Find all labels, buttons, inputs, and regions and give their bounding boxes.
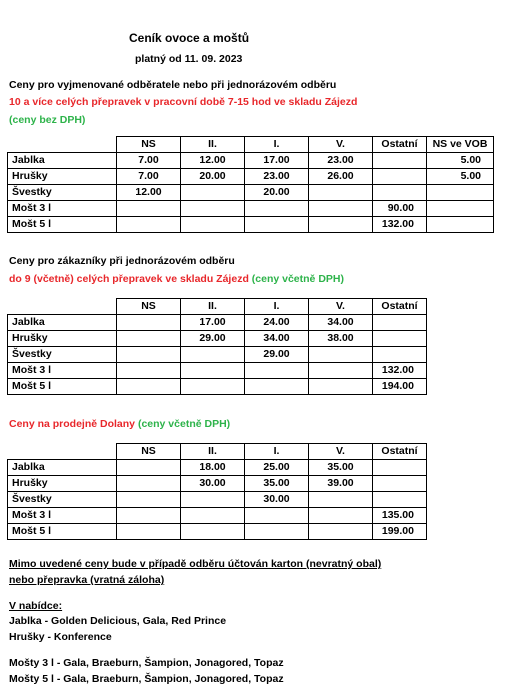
row-label: Mošt 5 l: [8, 217, 117, 233]
price-cell: [309, 201, 373, 217]
price-cell: [117, 508, 181, 524]
row-label: Jablka: [8, 460, 117, 476]
section3-store-text: Ceny na prodejně Dolany: [9, 418, 136, 430]
price-cell: 199.00: [373, 524, 427, 540]
price-table-retail-warehouse: [7, 298, 427, 395]
table-row: [8, 153, 494, 169]
price-cell: [373, 492, 427, 508]
row-label: Mošt 3 l: [8, 363, 117, 379]
table-row: [8, 185, 494, 201]
price-cell: [373, 347, 427, 363]
column-header: NS: [117, 444, 181, 460]
price-cell: 12.00: [117, 185, 181, 201]
column-header: NS ve VOB: [427, 137, 494, 153]
price-cell: [245, 524, 309, 540]
section2-condition-text: do 9 (včetně) celých přepravek ve skladu Zájezd: [9, 273, 249, 285]
price-cell: [309, 524, 373, 540]
column-header: V.: [309, 299, 373, 315]
price-cell: [181, 347, 245, 363]
price-cell: [181, 492, 245, 508]
price-cell: 5.00: [427, 169, 494, 185]
price-cell: [427, 185, 494, 201]
table-row: [8, 460, 427, 476]
section1-condition: 10 a více celých přepravek v pracovní době 7-15 hod ve skladu Zájezd: [9, 96, 358, 108]
table-row: [8, 217, 494, 233]
price-cell: 34.00: [309, 315, 373, 331]
price-cell: 26.00: [309, 169, 373, 185]
table-row: [8, 169, 494, 185]
column-header: II.: [181, 137, 245, 153]
price-cell: 194.00: [373, 379, 427, 395]
price-cell: [427, 201, 494, 217]
price-cell: 29.00: [245, 347, 309, 363]
column-header: II.: [181, 299, 245, 315]
price-cell: [373, 476, 427, 492]
price-cell: [427, 217, 494, 233]
column-header: II.: [181, 444, 245, 460]
price-cell: [117, 524, 181, 540]
price-cell: [181, 524, 245, 540]
price-cell: 132.00: [373, 217, 427, 233]
price-cell: 132.00: [373, 363, 427, 379]
table-row: [8, 476, 427, 492]
section3-heading: [9, 418, 230, 430]
table-row: [8, 492, 427, 508]
section2-vat-note: (ceny včetně DPH): [251, 273, 344, 285]
price-cell: 23.00: [245, 169, 309, 185]
row-label: Mošt 5 l: [8, 379, 117, 395]
price-cell: 34.00: [245, 331, 309, 347]
price-cell: [245, 217, 309, 233]
price-cell: 12.00: [181, 153, 245, 169]
price-cell: [309, 363, 373, 379]
price-cell: 7.00: [117, 153, 181, 169]
price-cell: [117, 315, 181, 331]
price-cell: [181, 508, 245, 524]
section1-heading: Ceny pro vyjmenované odběratele nebo při jednorázovém odběru: [9, 79, 337, 91]
column-header: NS: [117, 137, 181, 153]
price-cell: 17.00: [245, 153, 309, 169]
row-label: Jablka: [8, 315, 117, 331]
row-label: Hrušky: [8, 169, 117, 185]
price-cell: [245, 508, 309, 524]
price-cell: [117, 492, 181, 508]
corner-cell: [8, 299, 117, 315]
packaging-note-line2: nebo přepravka (vratná záloha): [9, 574, 165, 586]
price-table-store-dolany: [7, 443, 427, 540]
price-cell: [181, 379, 245, 395]
validity-date: platný od 11. 09. 2023: [135, 53, 243, 65]
price-cell: 20.00: [181, 169, 245, 185]
corner-cell: [8, 137, 117, 153]
price-cell: 30.00: [181, 476, 245, 492]
price-cell: [373, 331, 427, 347]
price-cell: [181, 185, 245, 201]
column-header: I.: [245, 299, 309, 315]
row-label: Švestky: [8, 347, 117, 363]
price-cell: [309, 185, 373, 201]
section2-heading: Ceny pro zákazníky při jednorázovém odběru: [9, 255, 235, 267]
price-cell: [117, 363, 181, 379]
price-cell: 7.00: [117, 169, 181, 185]
offer-juice-3l: Mošty 3 l - Gala, Braeburn, Šampion, Jonagored, Topaz: [9, 657, 284, 669]
price-cell: 24.00: [245, 315, 309, 331]
price-cell: [181, 217, 245, 233]
column-header: Ostatní: [373, 299, 427, 315]
column-header: V.: [309, 137, 373, 153]
price-cell: [373, 153, 427, 169]
price-cell: [245, 201, 309, 217]
price-cell: [117, 460, 181, 476]
section3-vat-note: (ceny včetně DPH): [137, 418, 231, 430]
row-label: Hrušky: [8, 476, 117, 492]
section1-vat-note: (ceny bez DPH): [9, 114, 86, 126]
offer-heading: V nabídce:: [9, 600, 63, 612]
price-cell: [309, 379, 373, 395]
price-cell: [309, 217, 373, 233]
column-header: Ostatní: [373, 137, 427, 153]
price-cell: 90.00: [373, 201, 427, 217]
row-label: Mošt 5 l: [8, 524, 117, 540]
price-cell: [309, 492, 373, 508]
price-cell: [309, 347, 373, 363]
column-header: I.: [245, 137, 309, 153]
row-label: Hrušky: [8, 331, 117, 347]
price-cell: [373, 169, 427, 185]
offer-pears: Hrušky - Konference: [9, 631, 112, 643]
price-cell: [245, 379, 309, 395]
price-cell: 18.00: [181, 460, 245, 476]
row-label: Jablka: [8, 153, 117, 169]
price-table-wholesale: [7, 136, 494, 233]
price-cell: [181, 363, 245, 379]
row-label: Mošt 3 l: [8, 201, 117, 217]
price-cell: [181, 201, 245, 217]
table-row: [8, 331, 427, 347]
packaging-note-line1: Mimo uvedené ceny bude v případě odběru účtován karton (nevratný obal): [9, 558, 382, 570]
price-cell: 35.00: [309, 460, 373, 476]
price-cell: [117, 331, 181, 347]
section2-condition: [9, 273, 344, 285]
price-cell: [245, 363, 309, 379]
price-cell: 39.00: [309, 476, 373, 492]
table-row: [8, 508, 427, 524]
column-header: Ostatní: [373, 444, 427, 460]
price-cell: [117, 347, 181, 363]
price-cell: 30.00: [245, 492, 309, 508]
price-cell: 135.00: [373, 508, 427, 524]
document-title: Ceník ovoce a moštů: [129, 31, 250, 45]
price-cell: 38.00: [309, 331, 373, 347]
price-cell: [373, 460, 427, 476]
row-label: Švestky: [8, 185, 117, 201]
price-cell: 23.00: [309, 153, 373, 169]
table-row: [8, 379, 427, 395]
price-cell: 35.00: [245, 476, 309, 492]
column-header: V.: [309, 444, 373, 460]
column-header: NS: [117, 299, 181, 315]
price-cell: 20.00: [245, 185, 309, 201]
price-cell: [117, 201, 181, 217]
price-cell: 5.00: [427, 153, 494, 169]
price-cell: [309, 508, 373, 524]
price-cell: [117, 379, 181, 395]
price-cell: [117, 476, 181, 492]
row-label: Mošt 3 l: [8, 508, 117, 524]
row-label: Švestky: [8, 492, 117, 508]
price-cell: 17.00: [181, 315, 245, 331]
offer-apples: Jablka - Golden Delicious, Gala, Red Prince: [9, 615, 227, 627]
table-row: [8, 347, 427, 363]
price-cell: 25.00: [245, 460, 309, 476]
price-cell: 29.00: [181, 331, 245, 347]
table-row: [8, 315, 427, 331]
offer-juice-5l: Mošty 5 l - Gala, Braeburn, Šampion, Jonagored, Topaz: [9, 673, 284, 685]
table-row: [8, 201, 494, 217]
column-header: I.: [245, 444, 309, 460]
corner-cell: [8, 444, 117, 460]
table-row: [8, 524, 427, 540]
price-cell: [373, 315, 427, 331]
price-cell: [373, 185, 427, 201]
table-row: [8, 363, 427, 379]
price-cell: [117, 217, 181, 233]
